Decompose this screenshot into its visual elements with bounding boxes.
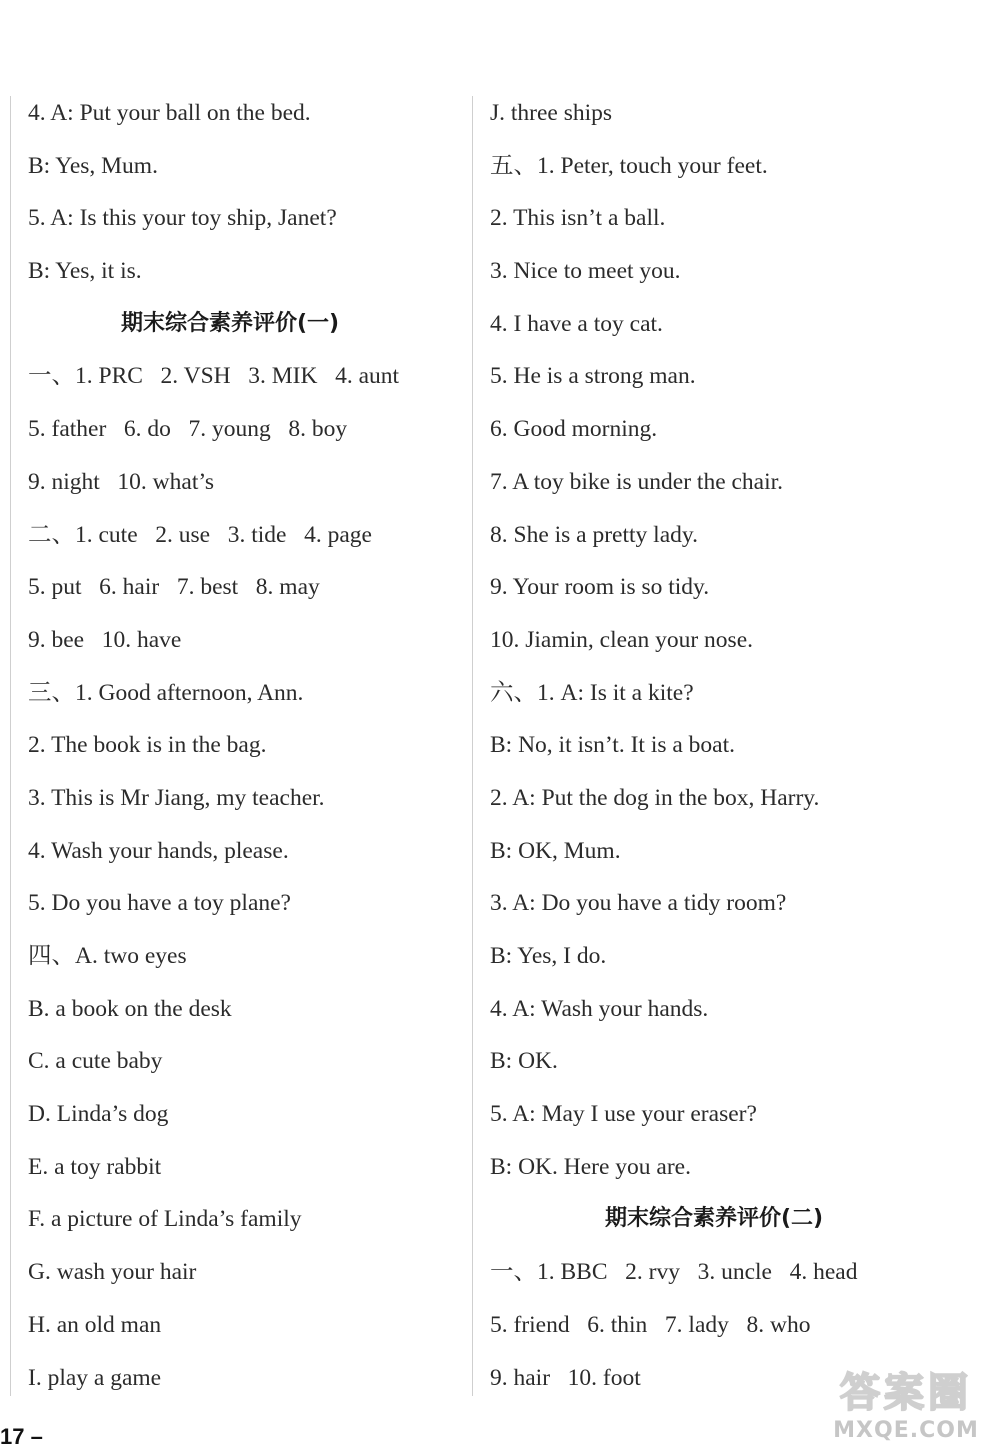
answer-line: 4. I have a toy cat. — [490, 310, 663, 337]
column-divider — [472, 96, 473, 1396]
answer-line: B: OK, Mum. — [490, 837, 621, 864]
answer-line: 5. He is a strong man. — [490, 363, 696, 390]
answer-line: 六、1. A: Is it a kite? — [490, 679, 694, 706]
left-margin-rule — [10, 96, 11, 1396]
answer-line: 5. father 6. do 7. young 8. boy — [28, 416, 348, 443]
answer-line: 5. friend 6. thin 7. lady 8. who — [490, 1311, 811, 1338]
answer-line: 5. A: Is this your toy ship, Janet? — [28, 205, 337, 232]
answer-line: B: OK. — [490, 1048, 558, 1075]
answer-line: B. a book on the desk — [28, 995, 232, 1022]
page-number: 17 – — [0, 1424, 43, 1449]
answer-line: B: Yes, I do. — [490, 943, 607, 969]
answer-line: 9. bee 10. have — [28, 626, 182, 653]
answer-line: 9. night 10. what’s — [28, 468, 215, 495]
section-heading: 期末综合素养评价(二) — [604, 1206, 824, 1232]
answer-line: 8. She is a pretty lady. — [490, 521, 698, 548]
answer-line: 4. A: Wash your hands. — [490, 995, 709, 1022]
answer-line: 2. A: Put the dog in the box, Harry. — [490, 784, 820, 811]
answer-line: B: Yes, Mum. — [28, 152, 158, 179]
answer-line: 6. Good morning. — [490, 416, 658, 443]
answer-line: 4. A: Put your ball on the bed. — [28, 100, 311, 126]
svg-text:答案圈: 答案圈 — [840, 1370, 972, 1416]
answer-line: C. a cute baby — [28, 1048, 163, 1075]
answer-line: I. play a game — [28, 1364, 162, 1391]
answer-line: 3. This is Mr Jiang, my teacher. — [28, 784, 325, 811]
answer-line: F. a picture of Linda’s family — [28, 1206, 302, 1233]
answer-line: H. an old man — [28, 1311, 162, 1338]
answer-line: 一、1. PRC 2. VSH 3. MIK 4. aunt — [28, 363, 400, 390]
answer-line: D. Linda’s dog — [28, 1101, 169, 1128]
answer-line: 三、1. Good afternoon, Ann. — [28, 679, 304, 706]
answer-line: 7. A toy bike is under the chair. — [490, 468, 784, 495]
left-answer-column — [28, 93, 468, 1410]
answer-line: 5. put 6. hair 7. best 8. may — [28, 574, 320, 601]
answer-line: 二、1. cute 2. use 3. tide 4. page — [28, 521, 372, 548]
answer-line: 2. This isn’t a ball. — [490, 205, 666, 232]
answer-line: 5. Do you have a toy plane? — [28, 890, 291, 917]
answer-line: J. three ships — [490, 100, 613, 126]
answer-line: 3. Nice to meet you. — [490, 258, 681, 285]
answer-line: G. wash your hair — [28, 1259, 197, 1286]
answer-line: 9. hair 10. foot — [490, 1364, 641, 1391]
watermark-logo-graphic — [818, 1362, 994, 1418]
answer-line: 2. The book is in the bag. — [28, 732, 267, 759]
answer-line: 9. Your room is so tidy. — [490, 574, 710, 601]
answer-line: B: Yes, it is. — [28, 258, 142, 285]
answer-line: B: No, it isn’t. It is a boat. — [490, 732, 736, 759]
answer-line: B: OK. Here you are. — [490, 1153, 691, 1180]
answer-line: 10. Jiamin, clean your nose. — [490, 626, 754, 653]
answer-line: 五、1. Peter, touch your feet. — [490, 152, 768, 179]
answer-line: E. a toy rabbit — [28, 1153, 162, 1180]
watermark-text: MXQE.COM — [833, 1418, 979, 1443]
answer-line: 四、A. two eyes — [28, 943, 187, 969]
answer-line: 5. A: May I use your eraser? — [490, 1101, 757, 1128]
answer-line: 3. A: Do you have a tidy room? — [490, 890, 787, 917]
answer-line: 4. Wash your hands, please. — [28, 837, 289, 864]
answer-line: 一、1. BBC 2. rvy 3. uncle 4. head — [490, 1259, 858, 1286]
section-heading: 期末综合素养评价(一) — [120, 310, 340, 336]
site-watermark — [818, 1362, 994, 1446]
right-answer-column — [490, 93, 970, 1410]
